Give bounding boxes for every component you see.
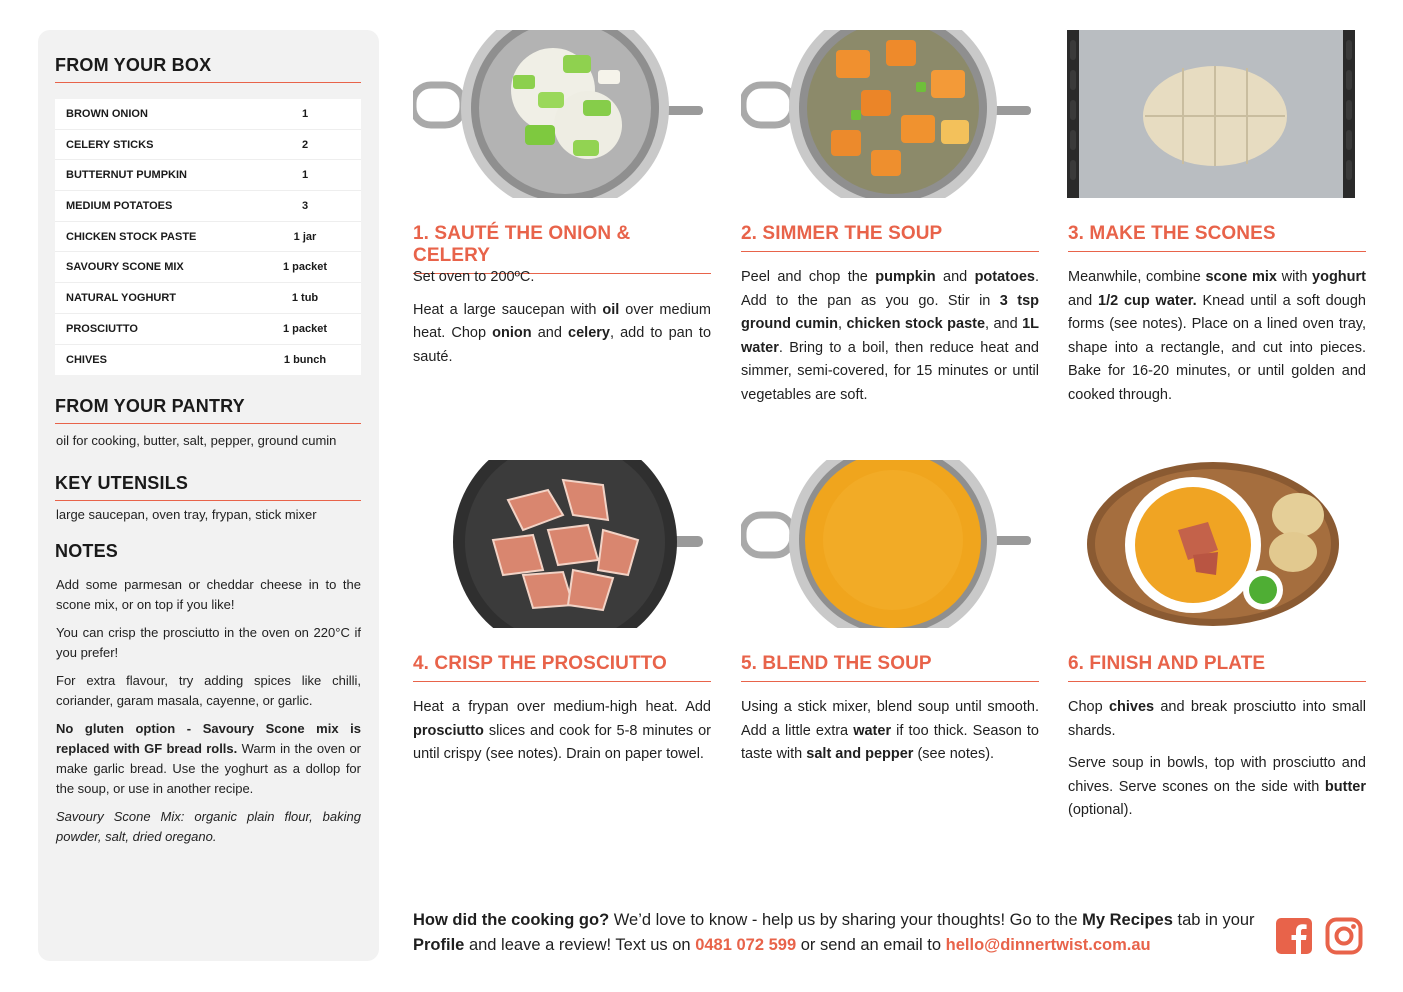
ingredient-name: CELERY STICKS (66, 138, 154, 151)
note: Add some parmesan or cheddar cheese in to the scone mix, or on top if you like! (56, 577, 361, 612)
ingredient-qty: 1 jar (293, 230, 317, 243)
step-4-photo (413, 460, 711, 628)
step-6-title: 6. FINISH AND PLATE (1068, 653, 1366, 682)
step-6-photo (1068, 460, 1366, 628)
step-6-text-2: Serve soup in bowls, top with prosciutto and chives. Serve scones on the side with butter (optional). (1068, 755, 1366, 818)
step-1-title: 1. SAUTÉ THE ONION & CELERY (413, 223, 711, 274)
ingredient-qty: 1 bunch (283, 353, 327, 366)
step-4-text: Heat a frypan over medium-high heat. Add prosciutto slices and cook for 5-8 minutes or until crispy (see notes). Drain on paper towel. (413, 699, 711, 762)
ingredient-name: MEDIUM POTATOES (66, 199, 173, 212)
table-row (55, 160, 361, 191)
step-1-body (413, 266, 711, 378)
box-ingredients-table (55, 99, 361, 375)
ingredient-qty: 1 packet (282, 322, 328, 335)
step-1-photo (413, 30, 711, 198)
instagram-icon[interactable] (1325, 917, 1363, 955)
table-row (55, 222, 361, 253)
table-row (55, 99, 361, 130)
step-2-title: 2. SIMMER THE SOUP (741, 223, 1039, 252)
ingredient-qty: 2 (301, 138, 309, 151)
table-row (55, 345, 361, 376)
ingredient-name: BROWN ONION (66, 107, 148, 120)
email-link[interactable]: hello@dinnertwist.com.au (945, 936, 1151, 954)
step-3-photo (1067, 30, 1355, 198)
ingredient-qty: 1 tub (291, 291, 319, 304)
step-4-body (413, 696, 711, 776)
my-recipes-label: My Recipes (1082, 911, 1173, 929)
table-row (55, 314, 361, 345)
gluten-option-text: Warm in the oven or make garlic bread. Use the yoghurt as a dollop for the soup, or use in another recipe. (56, 741, 361, 796)
step-5-text: Using a stick mixer, blend soup until smooth. Add a little extra water if too thick. Season to taste with salt and pepper (see notes). (741, 699, 1040, 762)
step-5-title: 5. BLEND THE SOUP (741, 653, 1039, 682)
note: You can crisp the prosciutto in the oven on 220°C if you prefer! (56, 625, 361, 660)
phone-link[interactable]: 0481 072 599 (695, 936, 797, 954)
step-1-oven: Set oven to 200ºC. (413, 269, 535, 285)
pantry-text: oil for cooking, butter, salt, pepper, ground cumin (56, 433, 337, 448)
note: Savoury Scone Mix: organic plain flour, baking powder, salt, dried oregano. (56, 809, 361, 844)
ingredient-name: BUTTERNUT PUMPKIN (66, 169, 187, 182)
step-2-body (741, 266, 1039, 416)
utensils-title: KEY UTENSILS (55, 473, 361, 501)
table-row (55, 252, 361, 283)
sidebar (38, 30, 379, 961)
profile-label: Profile (413, 936, 465, 954)
gluten-option-label: No gluten option - Savoury Scone mix is replaced with GF bread rolls. (56, 721, 361, 756)
step-3-title: 3. MAKE THE SCONES (1068, 223, 1366, 252)
note: For extra flavour, try adding spices like chilli, coriander, garam masala, cayenne, or garlic. (56, 673, 361, 708)
notes-title: NOTES (55, 541, 119, 561)
ingredient-qty: 3 (301, 199, 309, 212)
step-4-title: 4. CRISP THE PROSCIUTTO (413, 653, 711, 682)
ingredient-name: NATURAL YOGHURT (66, 291, 176, 304)
ingredient-qty: 1 packet (282, 261, 328, 274)
step-6-text-1: Chop chives and break prosciutto into small shards. (1068, 699, 1366, 739)
note (56, 719, 361, 799)
notes-list (56, 575, 361, 855)
step-6-body (1068, 696, 1366, 832)
ingredient-name: SAVOURY SCONE MIX (66, 261, 184, 274)
step-5-photo (741, 460, 1039, 628)
step-3-body (1068, 266, 1366, 416)
step-1-text: Heat a large saucepan with oil over medium heat. Chop onion and celery, add to pan to sauté. (413, 301, 712, 365)
step-2-text: Peel and chop the pumpkin and potatoes. Add to the pan as you go. Stir in 3 tsp ground cumin, chicken stock paste, and 1L water. Bring to a boil, then reduce heat and simmer, semi-covered, for 15 minutes or until vegetables are soft. (741, 269, 1040, 403)
pantry-title: FROM YOUR PANTRY (55, 396, 361, 424)
ingredient-qty: 1 (301, 169, 309, 182)
ingredient-qty: 1 (301, 107, 309, 120)
step-3-text: Meanwhile, combine scone mix with yoghurt and 1/2 cup water. Knead until a soft dough forms (see notes). Place on a lined oven tray, shape into a rectangle, and cut into pieces. Bake for 16-20 minutes, or until golden and cooked through. (1068, 269, 1366, 403)
ingredient-name: CHICKEN STOCK PASTE (66, 230, 197, 243)
table-row (55, 130, 361, 161)
step-5-body (741, 696, 1039, 776)
facebook-icon[interactable] (1275, 917, 1313, 955)
ingredient-name: PROSCIUTTO (66, 322, 138, 335)
box-title: FROM YOUR BOX (55, 55, 361, 83)
step-2-photo (741, 30, 1039, 198)
table-row (55, 191, 361, 222)
feedback-question: How did the cooking go? (413, 911, 610, 929)
table-row (55, 283, 361, 314)
utensils-text: large saucepan, oven tray, frypan, stick mixer (56, 507, 317, 522)
feedback-footer: How did the cooking go? We’d love to know - help us by sharing your thoughts! Go to the My Recipes tab in your Profile and leave a review! Text us on 0481 072 599 or send an email to hello@dinnertwist.com.au (413, 911, 1255, 954)
ingredient-name: CHIVES (66, 353, 107, 366)
